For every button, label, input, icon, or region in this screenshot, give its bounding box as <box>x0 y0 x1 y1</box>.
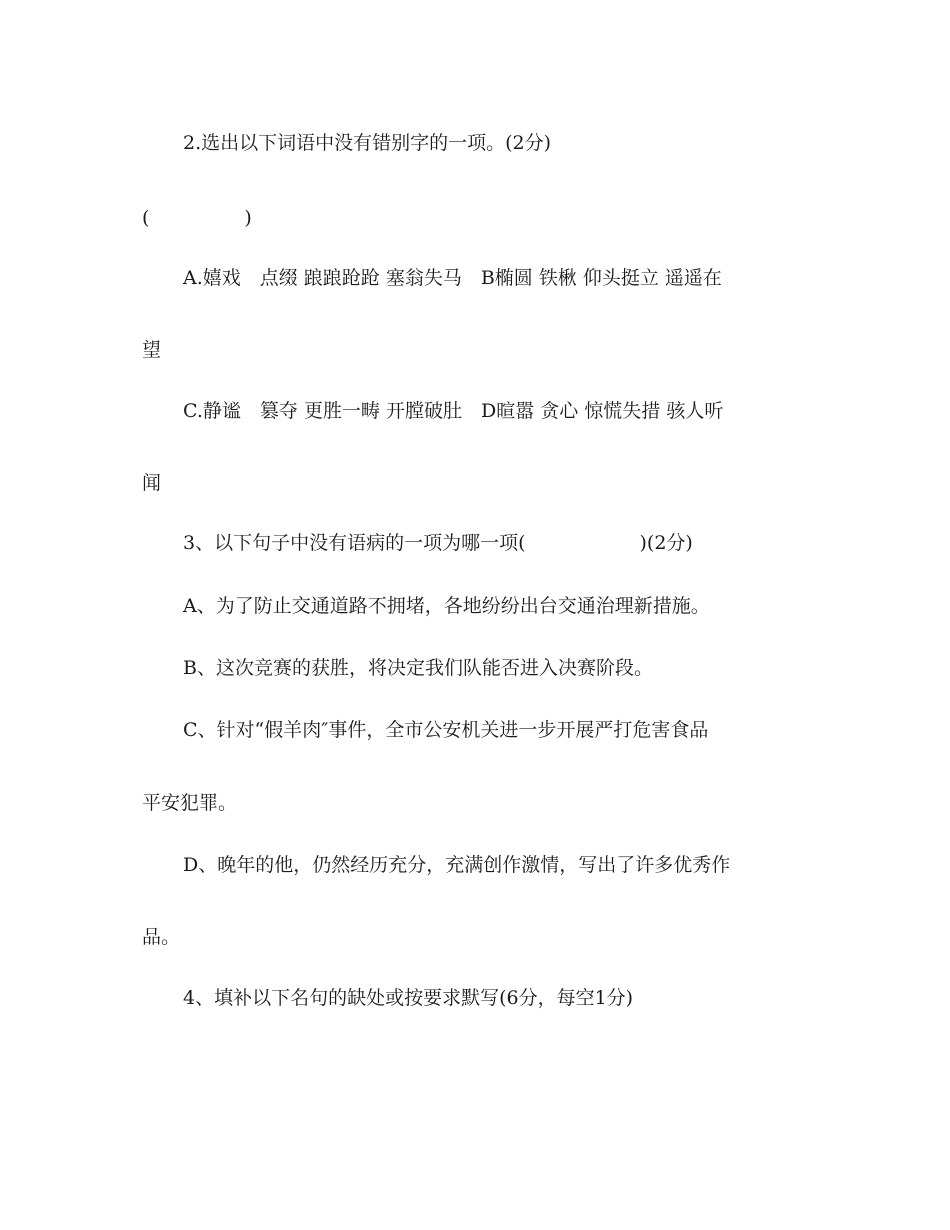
question-2-options-ab: A.嬉戏 点缀 踉踉跄跄 塞翁失马 B椭圆 铁楸 仰头挺立 遥遥在 <box>183 267 722 289</box>
question-3-option-d: D、晚年的他，仍然经历充分，充满创作激情，写出了许多优秀作 <box>183 854 731 876</box>
question-3-prompt: 3、以下句子中没有语病的一项为哪一项( )(2分) <box>183 532 693 554</box>
question-2-options-ab-cont: 望 <box>142 339 162 361</box>
question-3-option-c: C、针对“假羊肉″事件，全市公安机关进一步开展严打危害食品 <box>183 719 709 741</box>
question-2-options-cd: C.静谧 篡夺 更胜一畴 开膛破肚 D暄嚣 贪心 惊慌失措 骇人听 <box>183 400 724 422</box>
question-3-option-b: B、这次竞赛的获胜，将决定我们队能否进入决赛阶段。 <box>183 657 653 679</box>
question-2-answer-bracket: ( ) <box>142 207 252 229</box>
question-3-option-d-cont: 品。 <box>142 926 181 948</box>
question-3-option-c-cont: 平安犯罪。 <box>142 792 238 814</box>
question-2-prompt: 2.选出以下词语中没有错别字的一项。(2分) <box>183 132 552 154</box>
question-4-prompt: 4、填补以下名句的缺处或按要求默写(6分，每空1分) <box>183 987 634 1009</box>
question-3-option-a: A、为了防止交通道路不拥堵，各地纷纷出台交通治理新措施。 <box>183 595 710 617</box>
question-2-options-cd-cont: 闻 <box>142 472 162 494</box>
